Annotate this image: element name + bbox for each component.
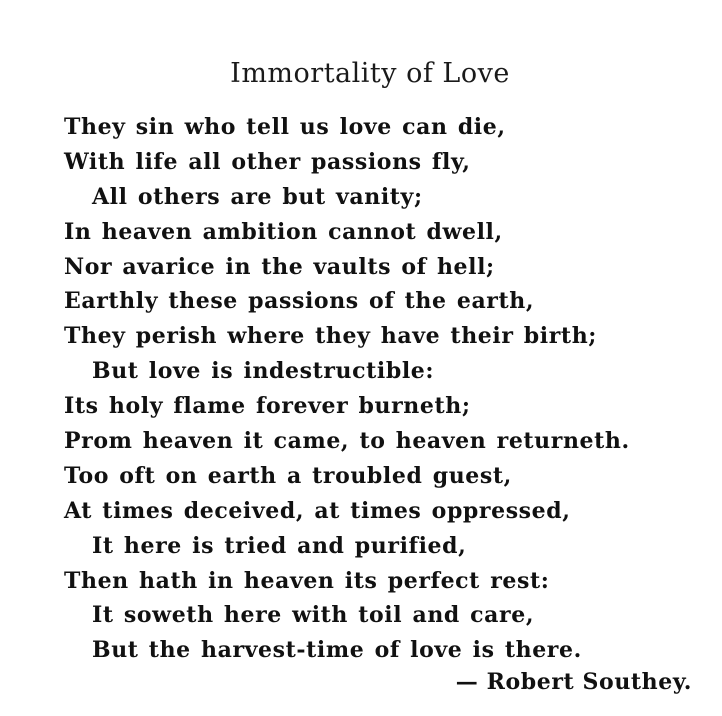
poem-line: But the harvest-time of love is there. — [92, 637, 582, 664]
poem-attribution: — Robert Southey. — [455, 669, 692, 695]
poem-line: They perish where they have their birth; — [64, 323, 598, 350]
poem-line: But love is indestructible: — [92, 358, 435, 385]
poem-line: They sin who tell us love can die, — [64, 114, 506, 140]
poem-line: Its holy flame forever burneth; — [64, 393, 471, 420]
poem-line: Nor avarice in the vaults of hell; — [64, 253, 495, 280]
poem-line: In heaven ambition cannot dwell, — [64, 218, 503, 245]
poem-body — [64, 110, 704, 668]
poem-line: It soweth here with toil and care, — [92, 602, 535, 629]
poem-line: It here is tried and purified, — [92, 532, 467, 559]
poem-title: Immortality of Love — [230, 58, 510, 89]
poem-line: With life all other passions fly, — [64, 148, 471, 175]
poem-line: Then hath in heaven its perfect rest: — [64, 567, 550, 594]
poem-line: Prom heaven it came, to heaven returneth. — [64, 428, 630, 455]
poem-line: Too oft on earth a troubled guest, — [64, 462, 512, 489]
poem-line: All others are but vanity; — [92, 183, 423, 210]
poem-line: At times deceived, at times oppressed, — [64, 497, 571, 524]
poem-line: Earthly these passions of the earth, — [64, 288, 535, 315]
